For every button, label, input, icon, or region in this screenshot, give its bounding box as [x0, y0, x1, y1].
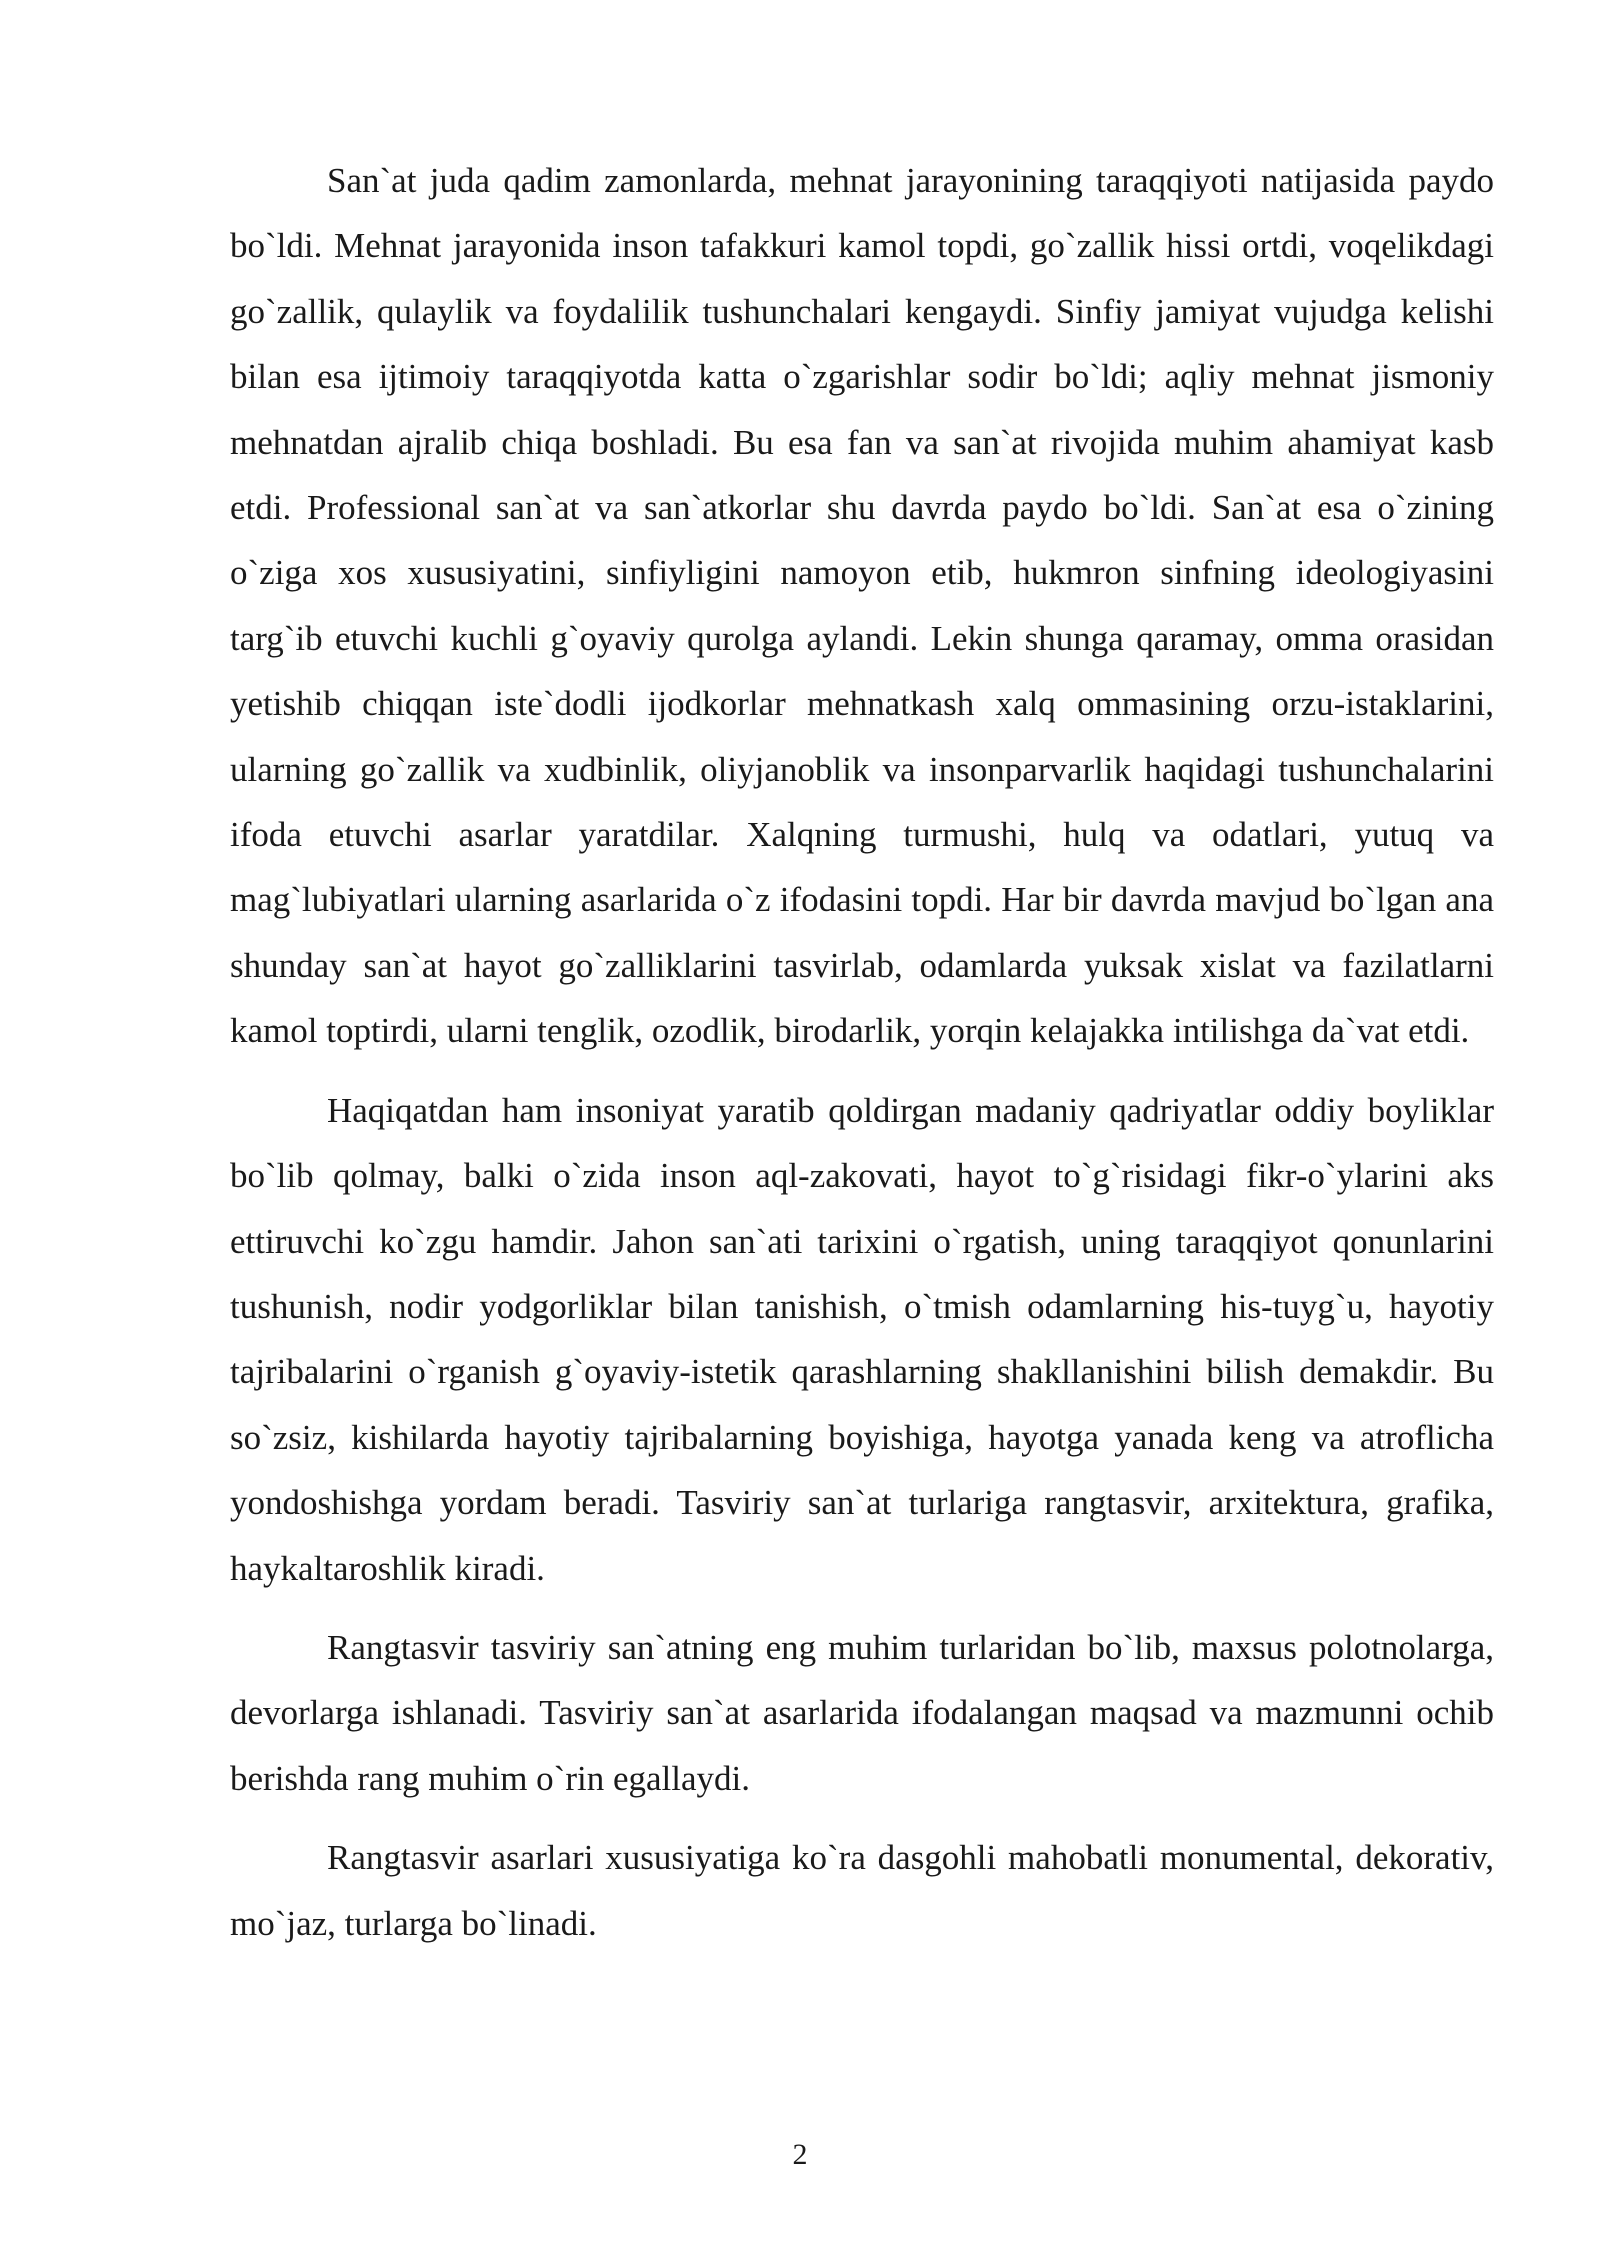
document-body: [230, 148, 1494, 1970]
paragraph-2: Haqiqatdan ham insoniyat yaratib qoldirgan madaniy qadriyatlar oddiy boyliklar bo`lib qolmay, balki o`zida inson aql-zakovati, hayot to`g`risidagi fikr-o`ylarini aks ettiruvchi ko`zgu hamdir. Jahon san`ati tarixini o`rgatish, uning taraqqiyot qonunlarini tushunish, nodir yodgorliklar bilan tanishish, o`tmish odamlarning his-tuyg`u, hayotiy tajribalarini o`rganish g`oyaviy-istetik qarashlarning shakllanishini bilish demakdir. Bu so`zsiz, kishilarda hayotiy tajribalarning boyishiga, hayotga yanada keng va atroflicha yondoshishga yordam beradi. Tasviriy san`at turlariga rangtasvir, arxitektura, grafika, haykaltaroshlik kiradi.: [230, 1090, 1494, 1588]
page-number: 2: [792, 2138, 808, 2171]
paragraph-4: Rangtasvir asarlari xususiyatiga ko`ra dasgohli mahobatli monumental, dekorativ, mo`jaz, turlarga bo`linadi.: [230, 1838, 1494, 1943]
paragraph-3: Rangtasvir tasviriy san`atning eng muhim turlaridan bo`lib, maxsus polotnolarga, devorlarga ishlanadi. Tasviriy san`at asarlarida ifodalangan maqsad va mazmunni ochib berishda rang muhim o`rin egallaydi.: [230, 1627, 1494, 1798]
paragraph-1: San`at juda qadim zamonlarda, mehnat jarayonining taraqqiyoti natijasida paydo bo`ldi. Mehnat jarayonida inson tafakkuri kamol topdi, go`zallik hissi ortdi, voqelikdagi go`zallik, qulaylik va foydalilik tushunchalari kengaydi. Sinfiy jamiyat vujudga kelishi bilan esa ijtimoiy taraqqiyotda katta o`zgarishlar sodir bo`ldi; aqliy mehnat jismoniy mehnatdan ajralib chiqa boshladi. Bu esa fan va san`at rivojida muhim ahamiyat kasb etdi. Professional san`at va san`atkorlar shu davrda paydo bo`ldi. San`at esa o`zining o`ziga xos xususiyatini, sinfiyligini namoyon etib, hukmron sinfning ideologiyasini targ`ib etuvchi kuchli g`oyaviy qurolga aylandi. Lekin shunga qaramay, omma orasidan yetishib chiqqan iste`dodli ijodkorlar mehnatkash xalq ommasining orzu-istaklarini, ularning go`zallik va xudbinlik, oliyjanoblik va insonparvarlik haqidagi tushunchalarini ifoda etuvchi asarlar yaratdilar. Xalqning turmushi, hulq va odatlari, yutuq va mag`lubiyatlari ularning asarlarida o`z ifodasini topdi. Har bir davrda mavjud bo`lgan ana shunday san`at hayot go`zalliklarini tasvirlab, odamlarda yuksak xislat va fazilatlarni kamol toptirdi, ularni tenglik, ozodlik, birodarlik, yorqin kelajakka intilishga da`vat etdi.: [230, 161, 1494, 1051]
